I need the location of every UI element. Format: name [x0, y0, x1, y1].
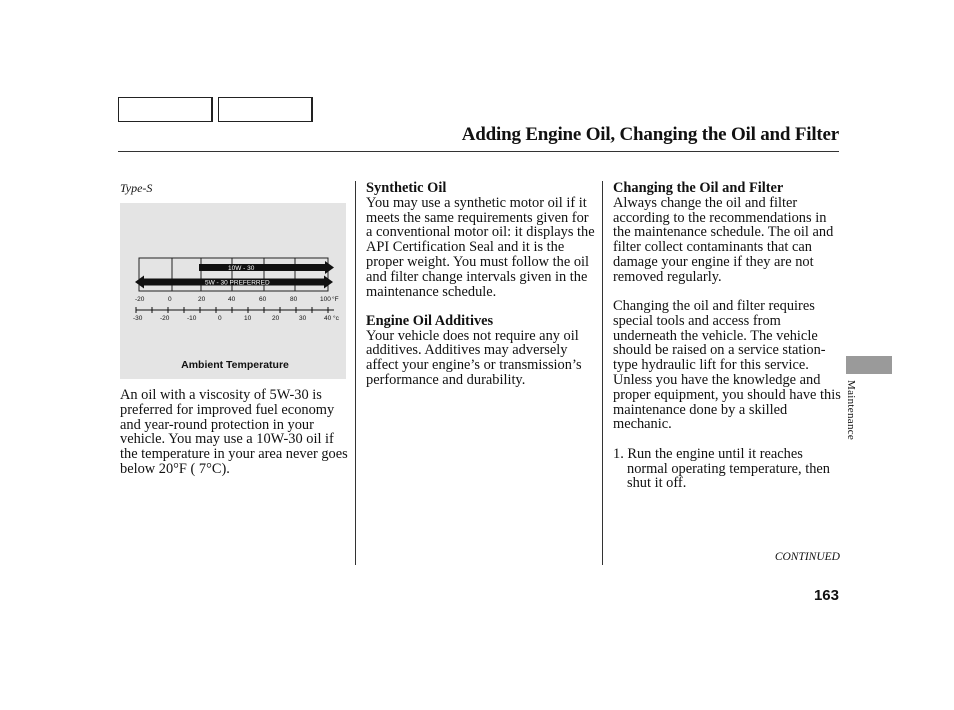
steps-list [613, 447, 843, 491]
changing-oil-para-2: Changing the oil and filter requires special tools and access from underneath the vehicle. The vehicle should be raised on a service station-type hydraulic lift for this service. Unless you have the knowledge and proper equipment, you should have this maintenance done by a skilled mechanic. [613, 298, 841, 433]
f-tick-label: 20 [198, 296, 206, 303]
f-tick-label: 80 [290, 296, 298, 303]
f-tick-label: 40 [228, 296, 236, 303]
oil-viscosity-diagram [120, 203, 346, 379]
column-divider-2 [602, 181, 603, 565]
additives-text: Your vehicle does not require any oil additives. Additives may adversely affect your engine’s or transmission’s performance and durability. [366, 327, 582, 389]
column-2 [366, 181, 598, 388]
section-tab [846, 356, 892, 374]
f-tick-label: 60 [259, 296, 267, 303]
viscosity-paragraph: An oil with a viscosity of 5W-30 is preferred for improved fuel economy and year-round protection in your vehicle. You may use a 10W-30 oil if the temperature in your area never goes below 20°F ( 7°C). [120, 387, 348, 477]
c-tick-label: -30 [133, 315, 143, 322]
fahrenheit-scale [135, 295, 339, 303]
bar-5w30-label: 5W - 30 PREFERRED [205, 279, 270, 287]
changing-oil-para-1: Always change the oil and filter according to the recommendations in the maintenance schedule. The oil and filter collect contaminants that can damage your engine if they are not removed regularly. [613, 194, 834, 285]
synthetic-oil-heading: Synthetic Oil [366, 180, 447, 196]
section-label-text: Maintenance [845, 380, 857, 441]
continued-label: CONTINUED [774, 551, 840, 563]
f-unit-label: °F [332, 296, 339, 303]
c-tick-label: -10 [187, 315, 197, 322]
c-tick-label: 0 [218, 315, 222, 322]
viscosity-temperature-chart [120, 203, 346, 379]
model-label: Type-S [120, 181, 153, 195]
header-tab-box-right [218, 97, 313, 122]
header-tab-box-left [118, 97, 213, 122]
synthetic-oil-text: You may use a synthetic motor oil if it meets the same requirements given for a conventional motor oil: it displays the API Certification Seal and it is the proper weight. You must follow the oil and filter change intervals given in the maintenance schedule. [366, 194, 595, 300]
column-3 [613, 181, 843, 491]
list-item: 1. Run the engine until it reaches normal operating temperature, then shut it off. [613, 445, 830, 492]
c-tick-label: 40 [324, 315, 332, 322]
title-divider [118, 151, 839, 152]
changing-oil-heading: Changing the Oil and Filter [613, 180, 784, 196]
c-tick-label: -20 [160, 315, 170, 322]
f-tick-label: 0 [168, 296, 172, 303]
diagram-caption: Ambient Temperature [181, 359, 289, 371]
celsius-scale [133, 314, 340, 322]
bar-10w30-label: 10W - 30 [228, 265, 255, 272]
c-tick-label: 30 [299, 315, 307, 322]
bar-10w30-arrow-icon [325, 261, 334, 274]
column-divider-1 [355, 181, 356, 565]
c-tick-label: 20 [272, 315, 280, 322]
f-tick-label: 100 [320, 296, 331, 303]
section-label [845, 380, 861, 460]
page-number: 163 [813, 587, 839, 604]
page-title: Adding Engine Oil, Changing the Oil and Filter [461, 124, 839, 145]
f-tick-label: -20 [135, 296, 145, 303]
additives-heading: Engine Oil Additives [366, 312, 494, 329]
bar-10w30 [199, 264, 325, 271]
temperature-scale-line [136, 307, 334, 313]
c-unit-label: °c [333, 315, 339, 322]
c-tick-label: 10 [244, 315, 252, 322]
